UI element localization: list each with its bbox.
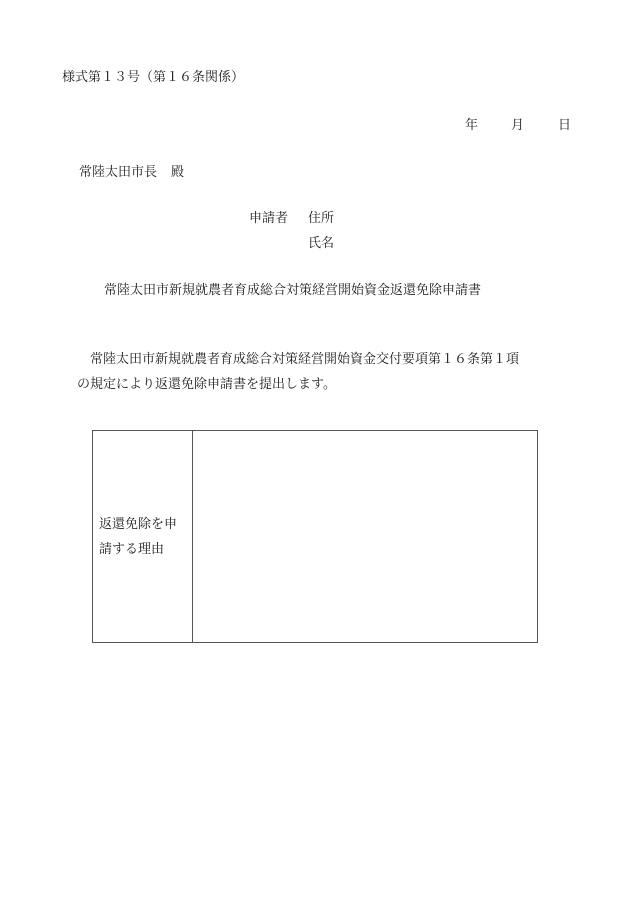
addressee — [79, 161, 184, 180]
address-label: 住所 — [308, 211, 335, 226]
form-number: 様式第１３号（第１６条関係） — [62, 70, 245, 85]
day-label: 日 — [558, 118, 572, 133]
reason-table — [92, 430, 538, 643]
body-line-2: の規定により返還免除申請書を提出します。 — [77, 377, 336, 392]
date-line — [465, 114, 571, 133]
reason-label — [99, 512, 187, 562]
month-label: 月 — [511, 118, 525, 133]
reason-label-line-1: 返還免除を申 — [99, 516, 178, 532]
name-label: 氏名 — [308, 236, 335, 251]
year-label: 年 — [465, 118, 479, 133]
document-title: 常陸太田市新規就農者育成総合対策経営開始資金返還免除申請書 — [104, 283, 482, 298]
addressee-title: 常陸太田市長 — [79, 165, 158, 180]
addressee-honorific: 殿 — [171, 165, 185, 180]
applicant-label: 申請者 — [249, 211, 289, 226]
reason-label-line-2: 請する理由 — [99, 541, 165, 557]
body-line-1: 常陸太田市新規就農者育成総合対策経営開始資金交付要項第１６条第１項 — [90, 352, 520, 367]
body-text — [77, 347, 519, 397]
reason-input-area[interactable] — [193, 431, 537, 642]
reason-label-cell — [93, 431, 193, 642]
